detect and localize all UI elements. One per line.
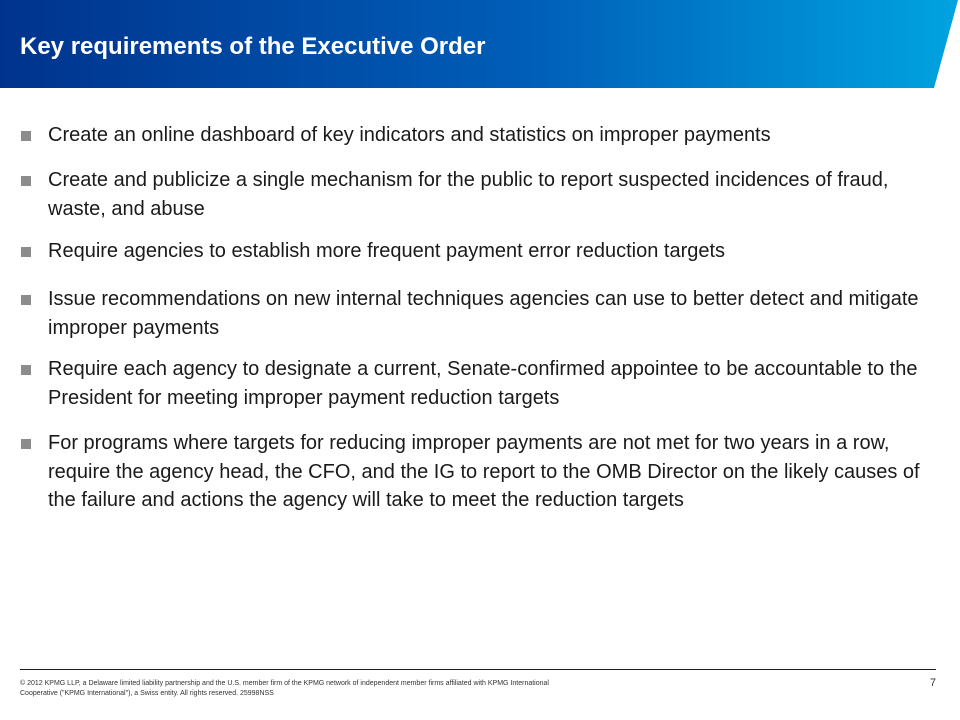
bullet-text: Require agencies to establish more frequent payment error reduction targets	[48, 240, 726, 262]
page-number: 7	[929, 677, 936, 689]
square-bullet-icon	[21, 176, 31, 186]
page-title: Key requirements of the Executive Order	[20, 33, 486, 60]
bullet-item	[48, 355, 928, 412]
bullet-text: For programs where targets for reducing improper payments are not met for two years in a row, require the agency head, the CFO, and the IG to report to the OMB Director on the likely causes of the failure and actions the agency will take to meet the reduction targets	[48, 432, 920, 511]
bullet-item	[48, 237, 928, 266]
bullet-text: Create an online dashboard of key indicators and statistics on improper payments	[48, 124, 771, 146]
square-bullet-icon	[21, 247, 31, 257]
bullet-item	[48, 166, 928, 223]
footer-divider	[20, 669, 936, 670]
copyright-notice: © 2012 KPMG LLP, a Delaware limited liability partnership and the U.S. member firm of the KPMG network of independent member firms affiliated with KPMG International Cooperative ("KPMG International"), a Swiss entity. All rights reserved. 25998NSS	[20, 680, 549, 697]
bullet-item	[48, 285, 928, 342]
bullet-text: Issue recommendations on new internal techniques agencies can use to better detect and mitigate improper payments	[48, 288, 919, 339]
bullet-item	[48, 121, 928, 150]
bullet-text: Create and publicize a single mechanism for the public to report suspected incidences of fraud, waste, and abuse	[48, 169, 889, 220]
square-bullet-icon	[21, 131, 31, 141]
square-bullet-icon	[21, 439, 31, 449]
bullet-item	[48, 429, 928, 515]
bullet-text: Require each agency to designate a current, Senate-confirmed appointee to be accountable to the President for meeting improper payment reduction targets	[48, 358, 918, 409]
square-bullet-icon	[21, 295, 31, 305]
square-bullet-icon	[21, 365, 31, 375]
